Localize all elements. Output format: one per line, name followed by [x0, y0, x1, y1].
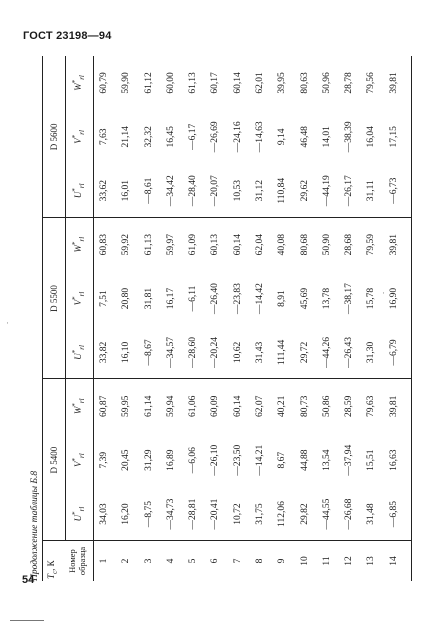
table-cell: 28,59: [344, 395, 355, 417]
tc-unit: , К: [46, 560, 56, 571]
table-cell: —14,42: [255, 283, 265, 314]
column-letter: W: [73, 406, 83, 415]
table-cell: —20,07: [210, 175, 221, 207]
column-star: *: [71, 134, 79, 139]
column-letter: V: [73, 138, 83, 144]
table-cell: 16,10: [121, 341, 132, 364]
column-header-v: [71, 433, 86, 487]
table-cell: 20,45: [121, 449, 132, 471]
sample-number: 3: [143, 558, 154, 564]
table-cell: 60,13: [210, 233, 221, 256]
table-cell: 7,51: [99, 290, 109, 307]
table-cell: 79,59: [366, 233, 377, 256]
table-cell: 111,44: [277, 339, 288, 366]
table-cell: 29,62: [299, 180, 310, 202]
table-cell: 17,15: [388, 126, 399, 148]
row-header: Номер образца: [67, 546, 87, 576]
table-cell: —6,06: [188, 447, 199, 474]
table-cell: 16,63: [388, 449, 399, 471]
table-cell: 15,51: [366, 449, 377, 471]
data-table: [42, 56, 412, 581]
column-subscript: rl: [77, 75, 86, 80]
table-cell: —26,10: [210, 444, 221, 476]
table-cell: —34,73: [165, 498, 176, 530]
column-star: *: [71, 79, 79, 84]
column-star: *: [71, 511, 79, 515]
table-cell: 62,01: [255, 72, 265, 94]
table-cell: 61,13: [188, 72, 199, 94]
table-cell: 20,80: [121, 287, 132, 310]
table-cell: 61,13: [143, 233, 154, 256]
table-cell: 10,53: [232, 180, 243, 202]
footer-rule: [10, 620, 44, 621]
table-cell: 16,89: [165, 449, 176, 471]
table-cell: 46,48: [299, 126, 310, 148]
column-letter: W: [73, 244, 83, 253]
column-star: *: [71, 296, 79, 300]
table-cell: 34,03: [99, 503, 109, 525]
column-header-u: [71, 487, 86, 541]
table-cell: 40,21: [277, 395, 288, 417]
column-header-v: [71, 272, 86, 326]
table-cell: 31,30: [366, 341, 377, 364]
sample-number: 2: [121, 558, 132, 564]
table-cell: 16,90: [388, 287, 399, 310]
table-cell: 61,14: [143, 395, 154, 417]
table-cell: —28,40: [188, 175, 199, 207]
sample-number: 13: [366, 556, 377, 566]
table-cell: —24,16: [232, 121, 243, 153]
table-cell: 28,68: [344, 233, 355, 256]
table-cell: 9,14: [277, 128, 288, 146]
table-cell: 60,87: [99, 395, 109, 417]
sample-number: 11: [321, 556, 332, 566]
table-cell: 7,39: [99, 451, 109, 469]
table-cell: 31,29: [143, 449, 154, 471]
table-cell: 79,56: [366, 72, 377, 94]
column-star: *: [71, 458, 79, 462]
page-number: 54: [22, 574, 35, 586]
table-cell: 61,09: [188, 233, 199, 256]
tc-symbol: T: [46, 573, 56, 579]
table-cell: 10,62: [232, 341, 243, 364]
table-cell: 13,78: [321, 287, 332, 310]
table-cell: —20,24: [210, 336, 221, 368]
table-cell: —6,17: [188, 123, 199, 150]
table-cell: 60,79: [99, 72, 109, 94]
table-cell: —6,73: [388, 177, 399, 204]
column-letter: V: [73, 461, 83, 468]
table-cell: —26,69: [210, 121, 221, 153]
table-cell: —28,60: [188, 336, 199, 368]
table-cell: 112,06: [277, 501, 288, 527]
table-cell: 31,43: [255, 341, 265, 364]
illuminant-group-header: D 5400: [49, 446, 59, 474]
column-letter: V: [73, 299, 83, 306]
table-cell: —26,17: [344, 175, 355, 207]
table-cell: 39,81: [388, 395, 399, 417]
table-cell: —14,21: [255, 444, 265, 476]
table-cell: 33,82: [99, 341, 109, 364]
column-subscript: rl: [77, 453, 86, 459]
table-cell: 79,63: [366, 395, 377, 417]
table-cell: 31,75: [255, 503, 265, 525]
column-subscript: rl: [77, 506, 86, 512]
column-subscript: rl: [77, 291, 86, 297]
table-cell: —28,81: [188, 498, 199, 530]
sample-number: 4: [165, 558, 176, 564]
table-cell: —14,63: [255, 121, 265, 153]
table-cell: —8,75: [143, 501, 154, 528]
table-cell: 80,63: [299, 72, 310, 94]
table-cell: —20,41: [210, 498, 221, 530]
sample-number: 8: [255, 558, 265, 564]
header-rule: [93, 56, 94, 581]
column-letter: U: [73, 191, 83, 199]
table-cell: 44,88: [299, 449, 310, 471]
table-cell: 7,63: [99, 128, 109, 146]
table-cell: 14,01: [321, 126, 332, 148]
table-cell: 59,90: [121, 72, 132, 94]
column-letter: W: [73, 83, 83, 91]
table-cell: 33,62: [99, 180, 109, 202]
tc-label: [46, 560, 59, 579]
column-subscript: rl: [77, 183, 86, 189]
table-cell: 32,32: [143, 126, 154, 148]
table-cell: —8,67: [143, 339, 154, 366]
column-header-u: [71, 164, 86, 218]
table-cell: 60,14: [232, 72, 243, 94]
column-star: *: [71, 241, 79, 245]
table-cell: 59,95: [121, 395, 132, 417]
column-header-w: [71, 56, 86, 110]
column-subscript: rl: [77, 236, 86, 242]
illuminant-group-header: D 5500: [49, 285, 59, 312]
column-subscript: rl: [77, 345, 86, 350]
group-header-rule: [65, 56, 66, 541]
table-cell: —6,85: [388, 501, 399, 528]
table-cell: 50,96: [321, 72, 332, 94]
table-cell: 39,81: [388, 72, 399, 94]
table-caption: Продолжение таблицы Б.8: [30, 470, 40, 581]
table-cell: 39,95: [277, 72, 288, 94]
sample-number: 7: [232, 558, 243, 564]
sample-number: 10: [299, 556, 310, 566]
table-cell: —23,50: [232, 444, 243, 476]
column-star: *: [71, 188, 79, 192]
table-cell: —26,40: [210, 283, 221, 314]
table-cell: —8,61: [143, 177, 154, 204]
table-cell: —44,26: [321, 336, 332, 368]
table-cell: 50,90: [321, 233, 332, 256]
tc-subscript: c: [50, 570, 59, 574]
table-cell: 40,08: [277, 233, 288, 256]
table-cell: —37,94: [344, 444, 355, 476]
table-cell: 29,82: [299, 503, 310, 525]
table-cell: 45,69: [299, 287, 310, 310]
column-header-w: [71, 379, 86, 433]
table-cell: 62,07: [255, 395, 265, 417]
edge-mark: ·: [382, 288, 385, 298]
table-cell: 21,14: [121, 126, 132, 148]
illuminant-group-header: D 5600: [49, 123, 59, 151]
table-cell: 60,17: [210, 72, 221, 94]
table-cell: —44,19: [321, 175, 332, 207]
table-cell: 8,67: [277, 451, 288, 469]
table-cell: 31,48: [366, 503, 377, 525]
table-cell: —38,17: [344, 283, 355, 314]
sample-number: 5: [188, 558, 199, 564]
column-star: *: [71, 349, 79, 354]
sample-number: 14: [388, 556, 399, 566]
column-letter: U: [73, 514, 83, 522]
table-cell: 60,14: [232, 395, 243, 417]
table-cell: 60,09: [210, 395, 221, 417]
sample-number: 12: [344, 556, 355, 566]
column-header-v: [71, 110, 86, 164]
edge-mark: ·: [6, 318, 9, 328]
column-header-u: [71, 325, 86, 379]
column-header-w: [71, 218, 86, 272]
table-cell: 29,72: [299, 341, 310, 364]
table-cell: 60,83: [99, 233, 109, 256]
column-subscript: rl: [77, 398, 86, 404]
table-cell: 80,68: [299, 233, 310, 256]
table-cell: 62,04: [255, 233, 265, 256]
table-cell: 110,84: [277, 177, 288, 204]
table-cell: 16,01: [121, 180, 132, 202]
table-cell: 16,04: [366, 126, 377, 148]
table-cell: 39,81: [388, 233, 399, 256]
sample-number: 9: [277, 558, 288, 564]
table-cell: 16,45: [165, 126, 176, 148]
column-letter: U: [73, 353, 83, 360]
table-cell: —6,11: [188, 285, 199, 312]
sample-number: 1: [99, 558, 109, 564]
table-cell: —6,79: [388, 339, 399, 366]
column-star: *: [71, 403, 79, 407]
column-subscript: rl: [77, 130, 86, 135]
table-cell: —34,57: [165, 336, 176, 368]
table-cell: 80,73: [299, 395, 310, 417]
table-cell: 16,17: [165, 287, 176, 310]
table-cell: —34,42: [165, 175, 176, 207]
table-cell: 16,20: [121, 503, 132, 525]
table-cell: 60,14: [232, 233, 243, 256]
table-cell: 15,78: [366, 287, 377, 310]
table-cell: —26,68: [344, 498, 355, 530]
table-cell: 31,81: [143, 287, 154, 310]
rotated-table-frame: [28, 56, 410, 581]
table-cell: —44,55: [321, 498, 332, 530]
table-cell: 10,72: [232, 503, 243, 525]
table-cell: 31,11: [366, 180, 377, 202]
table-cell: 61,12: [143, 72, 154, 94]
table-cell: —23,83: [232, 283, 243, 314]
table-cell: 31,12: [255, 180, 265, 202]
standard-header: ГОСТ 23198—94: [23, 30, 112, 42]
table-cell: 28,78: [344, 72, 355, 94]
table-cell: 8,91: [277, 290, 288, 307]
sample-number: 6: [210, 558, 221, 564]
table-cell: 61,06: [188, 395, 199, 417]
table-cell: 59,94: [165, 395, 176, 417]
table-cell: 50,86: [321, 395, 332, 417]
table-cell: —26,43: [344, 336, 355, 368]
table-cell: 60,00: [165, 72, 176, 94]
table-cell: 59,92: [121, 233, 132, 256]
table-cell: 59,97: [165, 233, 176, 256]
table-cell: 13,54: [321, 449, 332, 471]
table-cell: —38,39: [344, 121, 355, 153]
